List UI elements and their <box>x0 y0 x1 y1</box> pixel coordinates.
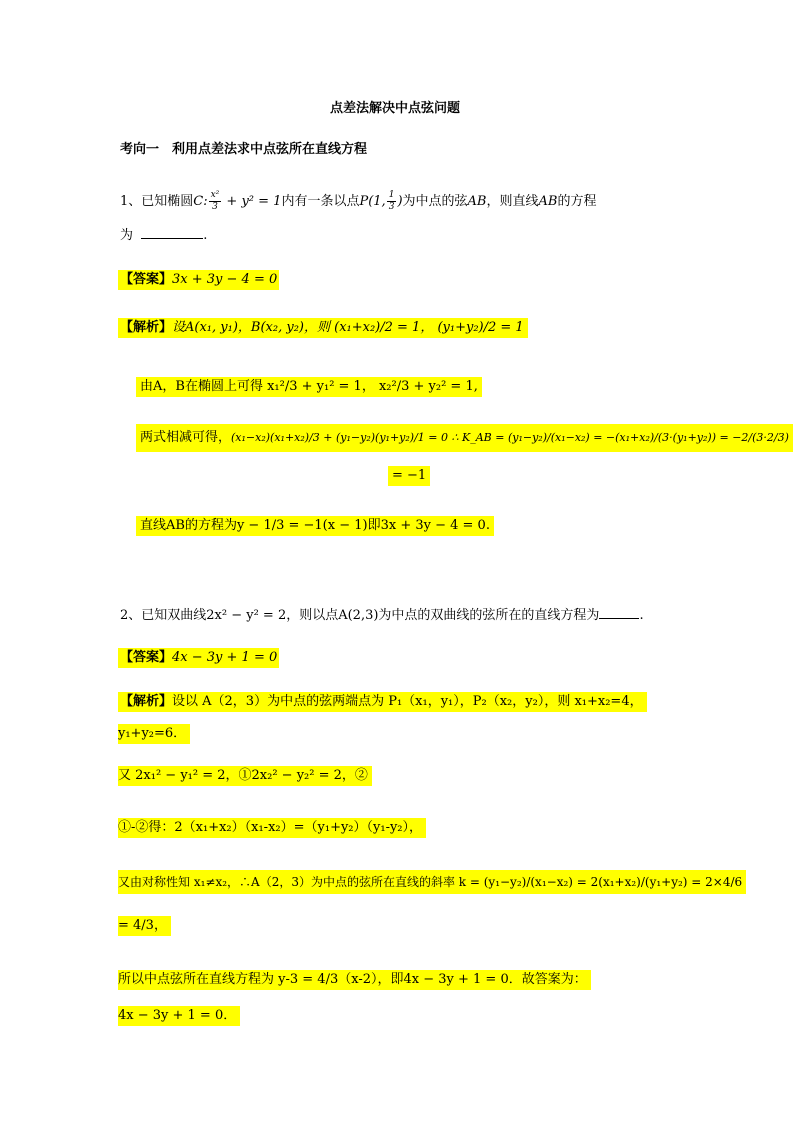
q1-analysis-3-prefix: 两式相减可得， <box>140 430 232 445</box>
q1-stem-wei: 为 <box>120 228 134 243</box>
q2-analysis-line4: 又由对称性知 x₁≠x₂，∴A（2，3）为中点的弦所在直线的斜率 k = (y₁−y₂)/(x₁−x₂) = 2(x₁+x₂)/(y₁+y₂) = 2×4/6 <box>118 870 746 894</box>
q2-answer-label: 【答案】 <box>120 650 173 665</box>
q2-analysis-line2: 又 2x₁² − y₁² = 2，①2x₂² − y₂² = 2，② <box>118 766 372 786</box>
q2-analysis-line1b: y₁+y₂=6． <box>118 724 190 744</box>
q1-ellipse: C: $\frac{\text{x²}}{3}$ + y² = 1 <box>193 190 282 212</box>
q1-stem-b: 内有一条以点 <box>281 194 360 209</box>
q1-analysis-line3 <box>136 424 793 452</box>
q1-answer-label: 【答案】 <box>120 272 173 287</box>
q1-analysis-label: 【解析】 <box>120 320 173 335</box>
q1-stem-e: 的方程 <box>557 194 597 209</box>
q2-answer <box>118 648 279 668</box>
q1-stem <box>120 190 596 213</box>
q1-analysis-1b: (x₁+x₂)/2 = 1， (y₁+y₂)/2 = 1 <box>334 320 524 335</box>
q1-point: P(1, $\frac{1}{3}$ ) <box>359 190 403 212</box>
q2-analysis-line4b: = 4/3， <box>118 916 171 936</box>
q1-analysis-1: 设A(x₁, y₁)，B(x₂, y₂)，则 <box>172 320 330 335</box>
q1-analysis-line2: 由A，B在椭圆上可得 x₁²/3 + y₁² = 1， x₂²/3 + y₂² = 1, <box>136 377 482 397</box>
q1-stem-c: 为中点的弦 <box>402 194 468 209</box>
q1-stem-d: ，则直线 <box>486 194 539 209</box>
document-title: 点差法解决中点弦问题 <box>330 101 461 116</box>
q2-analysis-line1 <box>118 692 647 712</box>
q1-stem-a: 1、已知椭圆 <box>120 194 194 209</box>
q1-analysis-line3-cont: = −1 <box>388 466 430 486</box>
q2-answer-blank <box>599 606 639 619</box>
q1-ab-2: AB <box>538 194 558 209</box>
q1-stem-line2: 为 . <box>120 228 208 243</box>
q1-answer-value: 3x + 3y − 4 = 0 <box>172 272 278 287</box>
q1-analysis-line4: 直线AB的方程为y − 1/3 = −1(x − 1)即3x + 3y − 4 = 0. <box>136 516 494 536</box>
q2-analysis-line6: 4x − 3y + 1 = 0． <box>118 1006 240 1026</box>
q1-analysis-line1 <box>118 318 528 338</box>
q2-stem: 2、已知双曲线2x² − y² = 2，则以点A(2,3)为中点的双曲线的弦所在的直线方程为 . <box>120 608 644 623</box>
section-title: 考向一 利用点差法求中点弦所在直线方程 <box>120 142 368 157</box>
q2-analysis-line3: ①-②得：2（x₁+x₂）（x₁-x₂）=（y₁+y₂）（y₁-y₂）， <box>118 818 426 838</box>
q1-answer <box>118 270 279 290</box>
q1-answer-blank <box>141 226 203 239</box>
q2-analysis-line5: 所以中点弦所在直线方程为 y-3 = 4/3（x-2），即4x − 3y + 1 = 0．故答案为： <box>118 970 591 990</box>
q2-answer-value: 4x − 3y + 1 = 0 <box>172 650 278 665</box>
q1-ab: AB <box>467 194 487 209</box>
q1-analysis-3: (x₁−x₂)(x₁+x₂)/3 + (y₁−y₂)(y₁+y₂)/1 = 0 ∴ K_AB = (y₁−y₂)/(x₁−x₂) = −(x₁+x₂)/(3·(y₁+y₂)) = −2/(3·2/3) <box>231 431 789 444</box>
q2-stem-text: 2、已知双曲线2x² − y² = 2，则以点A(2,3)为中点的双曲线的弦所在的直线方程为 <box>120 608 600 623</box>
q2-analysis-label: 【解析】 <box>120 694 173 709</box>
q2-analysis-1: 设以 A（2，3）为中点的弦两端点为 P₁（x₁，y₁），P₂（x₂，y₂），则 x₁+x₂=4， <box>172 694 643 709</box>
